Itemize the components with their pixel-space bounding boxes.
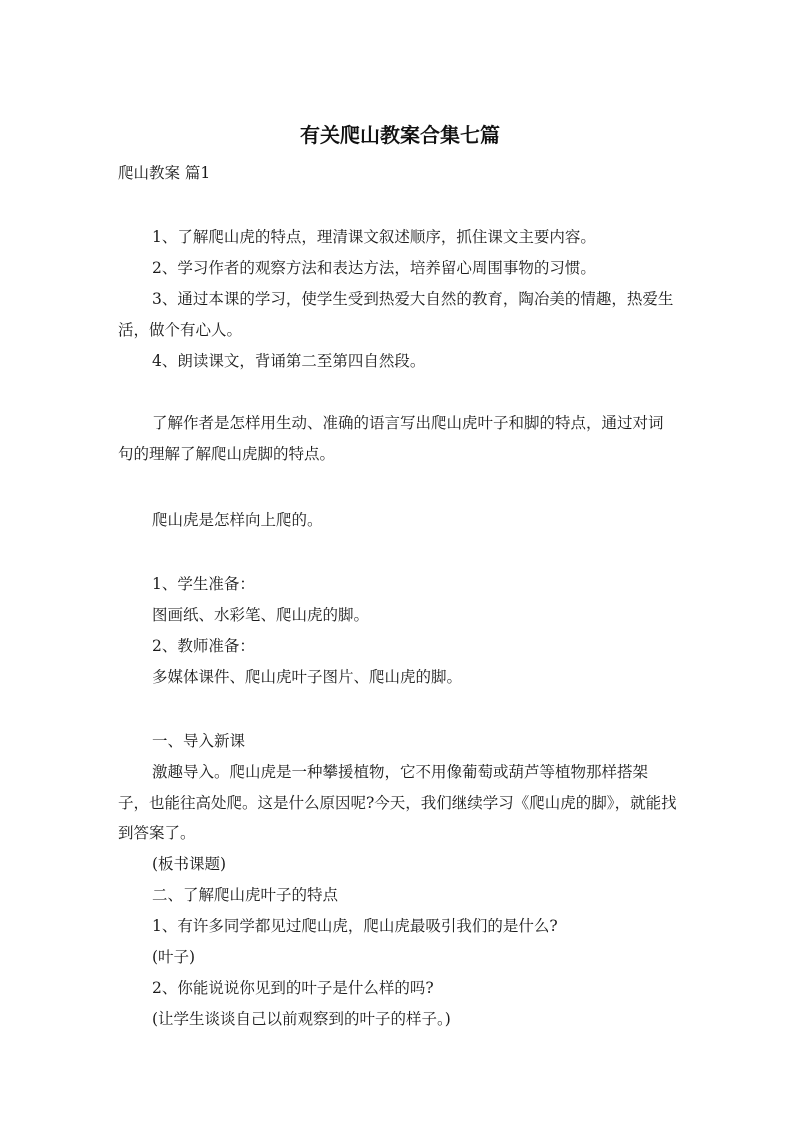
preparation-item: 1、学生准备： — [152, 575, 255, 593]
process-paragraph: (叶子) — [152, 948, 196, 966]
objective-item: 1、了解爬山虎的特点，理清课文叙述顺序，抓住课文主要内容。 — [152, 228, 596, 246]
document-title: 有关爬山教案合集七篇 — [300, 123, 500, 147]
key-point-paragraph: 了解作者是怎样用生动、准确的语言写出爬山虎叶子和脚的特点，通过对词句的理解了解爬山虎脚的特点。 — [118, 414, 664, 463]
process-heading: 一、导入新课 — [152, 732, 246, 750]
process-paragraph: (让学生谈谈自己以前观察到的叶子的样子。) — [152, 1010, 451, 1028]
process-heading: 二、了解爬山虎叶子的特点 — [152, 886, 339, 904]
objective-item: 4、朗读课文，背诵第二至第四自然段。 — [152, 352, 426, 370]
difficulty-paragraph: 爬山虎是怎样向上爬的。 — [152, 511, 323, 529]
preparation-item: 2、教师准备： — [152, 637, 255, 655]
process-paragraph: 2、你能说说你见到的叶子是什么样的吗? — [152, 979, 434, 997]
objective-item: 2、学习作者的观察方法和表达方法，培养留心周围事物的习惯。 — [152, 259, 596, 277]
process-paragraph: 激趣导入。爬山虎是一种攀援植物，它不用像葡萄或葫芦等植物那样搭架子，也能往高处爬。这是什么原因呢?今天，我们继续学习《爬山虎的脚》，就能找到答案了。 — [118, 763, 677, 842]
process-paragraph: (板书课题) — [152, 855, 227, 873]
preparation-item: 多媒体课件、爬山虎叶子图片、爬山虎的脚。 — [152, 668, 463, 686]
preparation-item: 图画纸、水彩笔、爬山虎的脚。 — [152, 606, 370, 624]
objective-item: 3、通过本课的学习，使学生受到热爱大自然的教育，陶冶美的情趣，热爱生活，做个有心人。 — [118, 290, 674, 339]
document-subtitle: 爬山教案 篇1 — [118, 164, 211, 182]
process-paragraph: 1、有许多同学都见过爬山虎，爬山虎最吸引我们的是什么? — [152, 917, 558, 935]
